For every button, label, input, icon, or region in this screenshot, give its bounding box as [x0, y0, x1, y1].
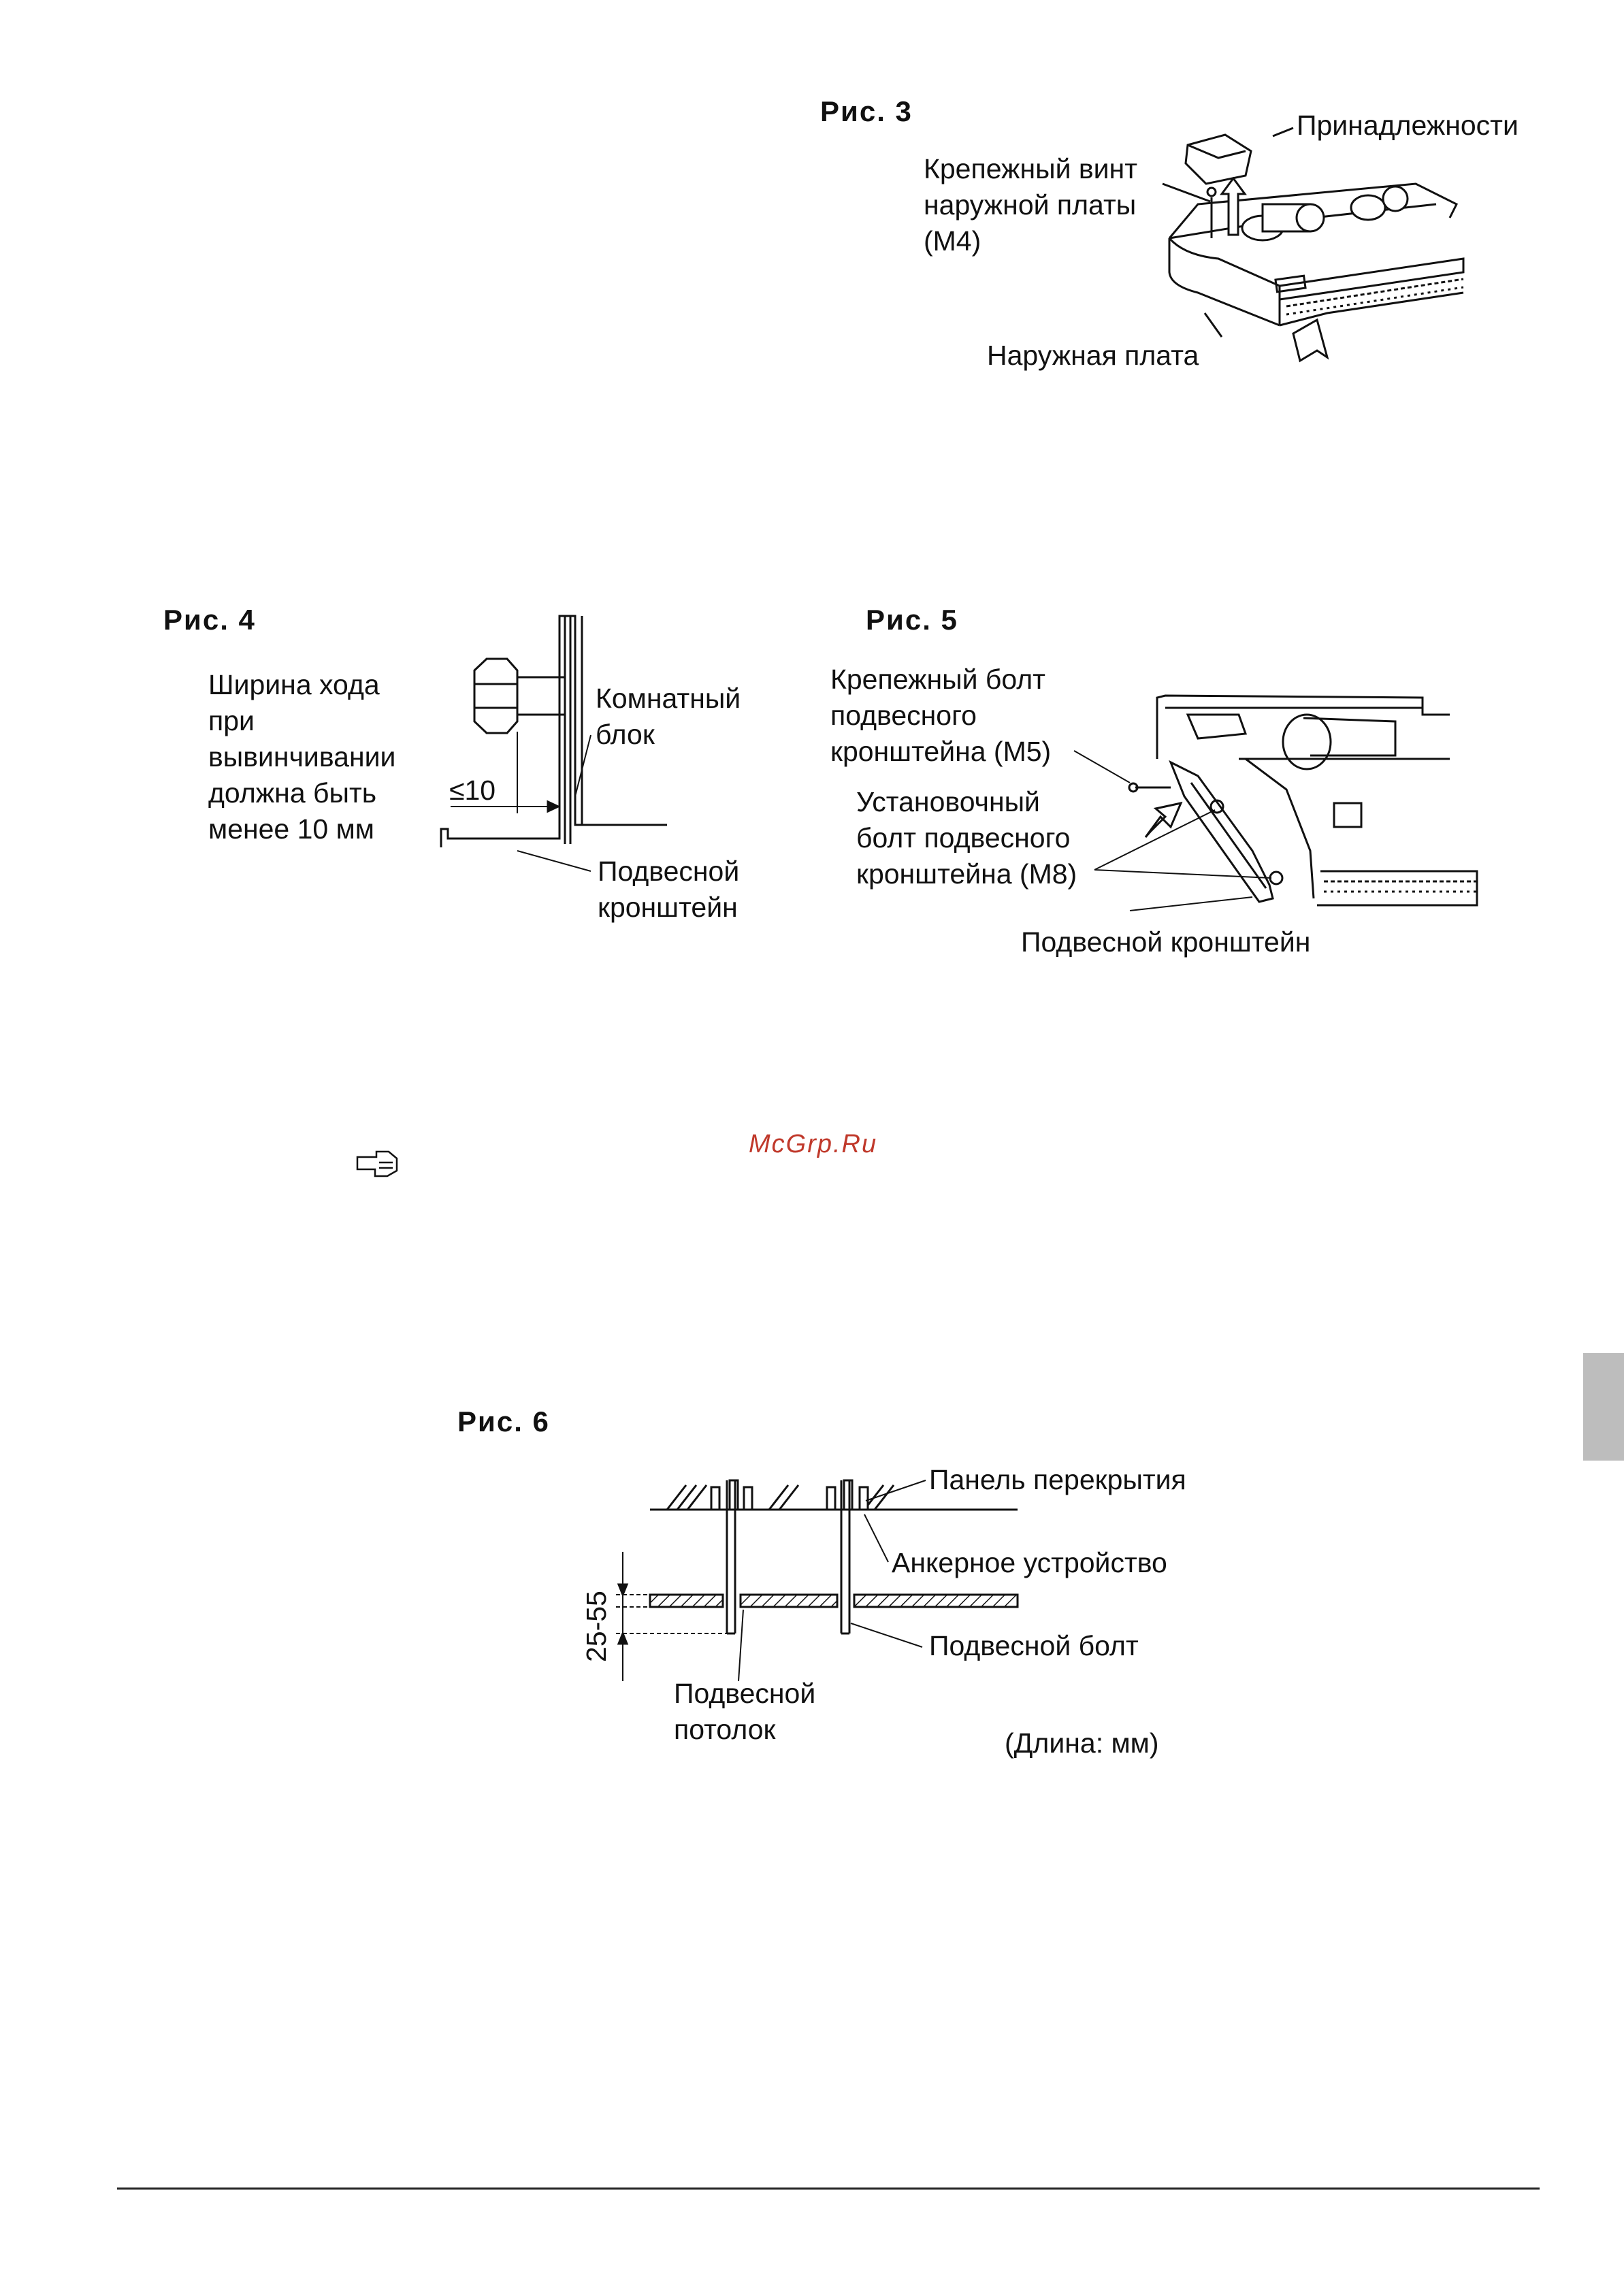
side-tab-marker: [1583, 1353, 1624, 1461]
fig4-room-unit-label: Комнатный блок: [596, 683, 741, 750]
fig3-outer-panel-label: Наружная плата: [987, 340, 1199, 371]
fig3-title: Рис. 3: [820, 95, 913, 127]
fig6-dimension-label: 25-55: [581, 1591, 612, 1662]
fig4-dimension-label: ≤10: [449, 775, 496, 806]
fig3-accessories-label: Принадлежности: [1297, 110, 1519, 141]
fig6-hanging-bolt-label: Подвесной болт: [929, 1630, 1139, 1661]
fig3-fixing-screw-label: Крепежный винт наружной платы (М4): [924, 153, 1137, 257]
fig4-width-note: Ширина хода при вывинчивании должна быть менее 10 мм: [208, 669, 396, 845]
fig4-title: Рис. 4: [163, 604, 256, 636]
fig6-ceiling-label: Подвесной потолок: [674, 1678, 816, 1745]
watermark: McGrp.Ru: [749, 1130, 878, 1158]
fig3-drawing: [1163, 128, 1463, 361]
fig6-units-label: (Длина: мм): [1005, 1727, 1159, 1759]
fig6-title: Рис. 6: [457, 1405, 550, 1437]
fig4-bracket-label: Подвесной кронштейн: [598, 856, 740, 923]
fig6-anchor-label: Анкерное устройство: [892, 1547, 1167, 1578]
fig5-setting-bolt-label: Установочный болт подвесного кронштейна (М8): [856, 786, 1077, 890]
fig5-bracket-label: Подвесной кронштейн: [1021, 926, 1311, 958]
fig6-slab-label: Панель перекрытия: [929, 1464, 1186, 1495]
footer-divider: [117, 2188, 1540, 2190]
fig5-fixing-bolt-label: Крепежный болт подвесного кронштейна (М5): [830, 664, 1052, 767]
fig5-title: Рис. 5: [866, 604, 958, 636]
pointing-hand-icon: [357, 1152, 397, 1176]
fig5-drawing: [1074, 696, 1477, 911]
